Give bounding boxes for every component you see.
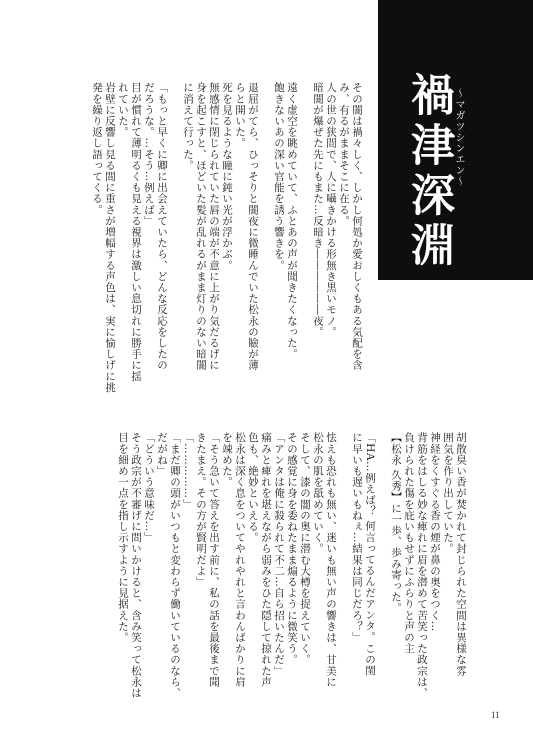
text-line: れていた。 <box>117 82 129 138</box>
text-line <box>376 432 389 722</box>
text-line: 身を起こすと、ほどいた髪が乱れるがまま灯りのない暗闇 <box>195 82 207 371</box>
text-line: 人の世の狭間で、人に囁きかける形無き黒いモノ。 <box>325 82 337 338</box>
text-line: 囲気を作り出していた。 <box>442 432 454 555</box>
text-line <box>337 432 350 722</box>
bottom-text-block <box>72 432 467 722</box>
text-line <box>168 82 181 382</box>
text-line: 飽きないあの深い官能を誘う響きを。 <box>273 82 285 271</box>
text-line: に消えて行った。 <box>182 82 194 171</box>
text-line: 遠く虚空を眺めていて、ふとあの声が聞きたくなった。 <box>286 82 298 360</box>
top-text-block <box>91 82 363 393</box>
text-line: 背筋をはしる妙な痺れに眉を潜めて苦笑った政宗は、 <box>416 432 428 699</box>
page-number: 11 <box>491 710 500 720</box>
text-line: 色も、絶妙といえる。 <box>247 432 259 543</box>
text-line: きたまえ。その方が賢明だよ」 <box>195 432 207 588</box>
text-line <box>259 82 272 382</box>
text-line: に早いも遅いもねぇ…結果は同じだろ？」 <box>351 432 363 643</box>
text-line: 「まだ卿の頭がいつもと変わらず働いているのなら、 <box>169 432 181 699</box>
story-title: 禍津深淵 <box>403 72 454 272</box>
text-line: 「もっと早くに卿に出会えていたら、どんな反応をしたの <box>156 82 168 371</box>
text-line: 「そう急いて答えを出す前に、私の話を最後まで聞 <box>208 432 220 688</box>
story-title-ruby: 〜マガツシンエン〜 <box>453 88 464 187</box>
text-line: 松永は深く息をついてやれやれと言わんばかりに肩 <box>234 432 246 688</box>
text-line: 退屈がてら、ひっそりと闇夜に微睡んでいた松永の瞼が薄 <box>247 82 259 371</box>
text-line: 「HA…例えば？ 何言ってるんだアンタ。この閨 <box>364 432 376 676</box>
text-line: 痛みと痺れを堪えながら弱みをひた隠して掠れた声 <box>260 432 272 688</box>
text-line: 胡散臭い香が焚かれて封じられた空間は異様な雰 <box>455 432 467 677</box>
text-line: 【松永 久秀】に一歩、歩み寄った。 <box>390 432 402 614</box>
text-line: 目が慣れて薄明るくも見える視界は激しい息切れに勝手に揺 <box>130 82 142 382</box>
text-line: 死を見るような瞳に鈍い光が浮かぶ。 <box>221 82 233 271</box>
text-line: 「……………」 <box>182 432 194 510</box>
text-line: 神経をくすぐる香の煙が鼻の奥をつく… <box>429 432 441 632</box>
text-line: そう政宗が不審げに問いかけると、含み笑って松永は <box>130 432 142 699</box>
text-line: だがね」 <box>156 432 168 477</box>
text-line: を竦めた。 <box>221 432 233 488</box>
text-line: 暗闇が爆ぜた先にもまた…反暗き――――――夜。 <box>312 82 324 338</box>
text-line: 怯えも恐れも無い、迷いも無い声の響きは、甘美に <box>325 432 337 688</box>
text-line: その闇は禍々しく、しかし何処か愛おしくもある気配を含 <box>351 82 363 371</box>
text-line: 「アンタは俺に殺られて不二…自ら招いたんだ」 <box>273 432 285 677</box>
text-line: その感覚に身を委ねたまま煽るように微笑う。 <box>286 432 298 666</box>
text-line: だろうな。…そう…例えば」 <box>143 82 155 227</box>
text-line: らと開いた。 <box>234 82 246 149</box>
text-line: 松永の肌を舐めていく。 <box>312 432 324 555</box>
text-line: 「どういう意味だ…」 <box>143 432 155 543</box>
text-line: 目を細め一点を指し示すように見据えた。 <box>117 432 129 643</box>
text-line: そして、漆の闇の奥に潜む大樽を捉えていく。 <box>299 432 311 666</box>
text-line <box>298 82 311 382</box>
text-line: み、有るがままそこに在る。 <box>338 82 350 227</box>
text-line: 無感情に閉じられていた唇の端が不意に上がり気だるげに <box>208 82 220 371</box>
text-line: 岩壁に反響し見る間に重さが増幅する声色は、実に愉しげに挑 <box>104 82 116 393</box>
text-line: 発を繰り返し語ってくる。 <box>91 82 103 216</box>
text-line: 負けられた傷を庇いもせずにふらりと声の主 <box>403 432 415 654</box>
